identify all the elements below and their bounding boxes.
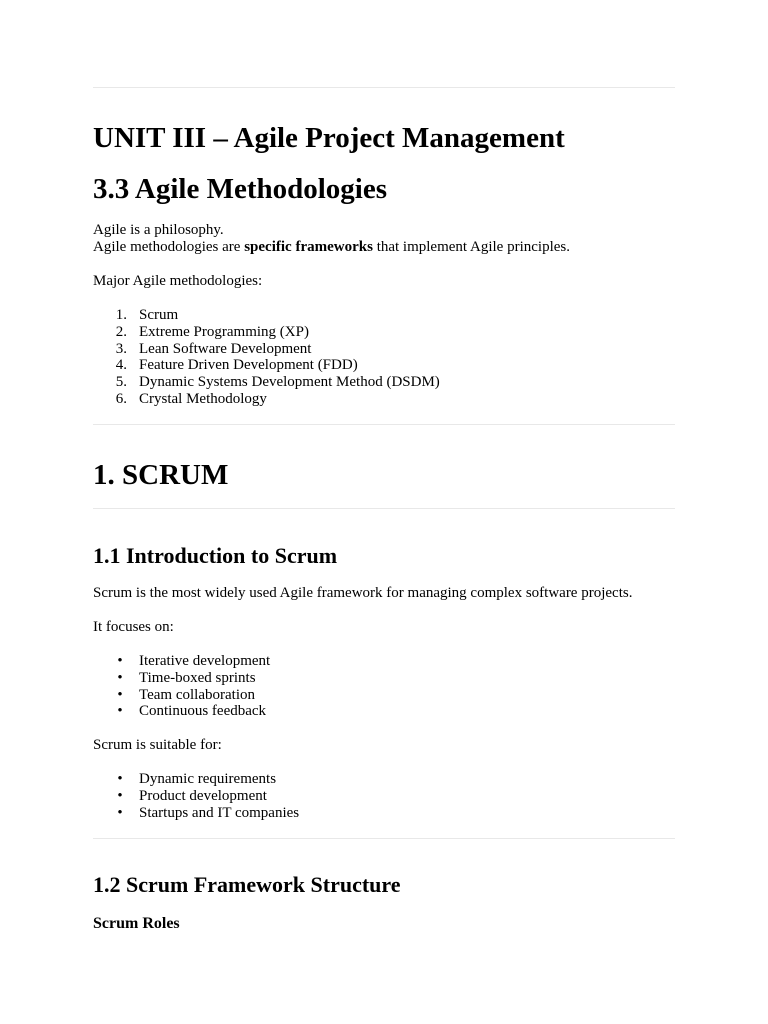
bullet-icon: • bbox=[117, 804, 123, 821]
unit-title: UNIT III – Agile Project Management bbox=[93, 122, 565, 154]
section-divider bbox=[93, 508, 675, 509]
list-number: 2. bbox=[115, 323, 127, 340]
scrum-description: Scrum is the most widely used Agile framework for managing complex software projects. bbox=[93, 585, 633, 601]
list-item-label: Feature Driven Development (FDD) bbox=[139, 357, 358, 374]
intro-line-2-end: that implement Agile principles. bbox=[372, 239, 570, 255]
list-number: 6. bbox=[115, 390, 127, 407]
bullet-icon: • bbox=[117, 787, 123, 804]
intro-scrum-heading: 1.1 Introduction to Scrum bbox=[93, 543, 338, 568]
section-divider bbox=[93, 424, 675, 425]
list-number: 3. bbox=[115, 340, 127, 357]
list-number: 1. bbox=[115, 307, 127, 323]
framework-heading: 1.2 Scrum Framework Structure bbox=[93, 872, 401, 897]
bullet-icon: • bbox=[117, 771, 123, 787]
suitable-for-label: Scrum is suitable for: bbox=[93, 737, 222, 753]
bullet-icon: • bbox=[117, 703, 123, 720]
list-item-label: Time-boxed sprints bbox=[139, 669, 256, 686]
list-item-label: Team collaboration bbox=[139, 686, 255, 703]
list-item-label: Dynamic Systems Development Method (DSDM) bbox=[139, 374, 440, 391]
list-item-label: Extreme Programming (XP) bbox=[139, 323, 309, 340]
list-item-label: Continuous feedback bbox=[139, 703, 267, 720]
intro-line-2-bold: specific frameworks bbox=[244, 239, 373, 255]
bullet-icon: • bbox=[117, 669, 123, 686]
list-item-label: Startups and IT companies bbox=[139, 804, 300, 821]
list-item-label: Crystal Methodology bbox=[139, 390, 267, 407]
list-item-label: Scrum bbox=[139, 307, 179, 323]
intro-line-1: Agile is a philosophy. bbox=[93, 222, 224, 238]
list-number: 4. bbox=[115, 357, 127, 374]
bullet-icon: • bbox=[117, 653, 123, 669]
bullet-icon: • bbox=[117, 686, 123, 703]
list-item-label: Iterative development bbox=[139, 653, 271, 669]
list-item-label: Dynamic requirements bbox=[139, 771, 277, 787]
list-number: 5. bbox=[115, 374, 127, 391]
section-divider bbox=[93, 838, 675, 839]
intro-line-2-start: Agile methodologies are bbox=[93, 239, 245, 255]
section-title: 3.3 Agile Methodologies bbox=[93, 173, 388, 205]
intro-line-2 bbox=[93, 239, 570, 256]
list-item-label: Lean Software Development bbox=[139, 340, 312, 357]
methodologies-heading: Major Agile methodologies: bbox=[93, 273, 263, 289]
top-divider bbox=[93, 87, 675, 88]
roles-heading: Scrum Roles bbox=[93, 915, 180, 932]
scrum-title: 1. SCRUM bbox=[93, 459, 229, 491]
focuses-on-label: It focuses on: bbox=[93, 619, 174, 635]
list-item-label: Product development bbox=[139, 787, 267, 804]
